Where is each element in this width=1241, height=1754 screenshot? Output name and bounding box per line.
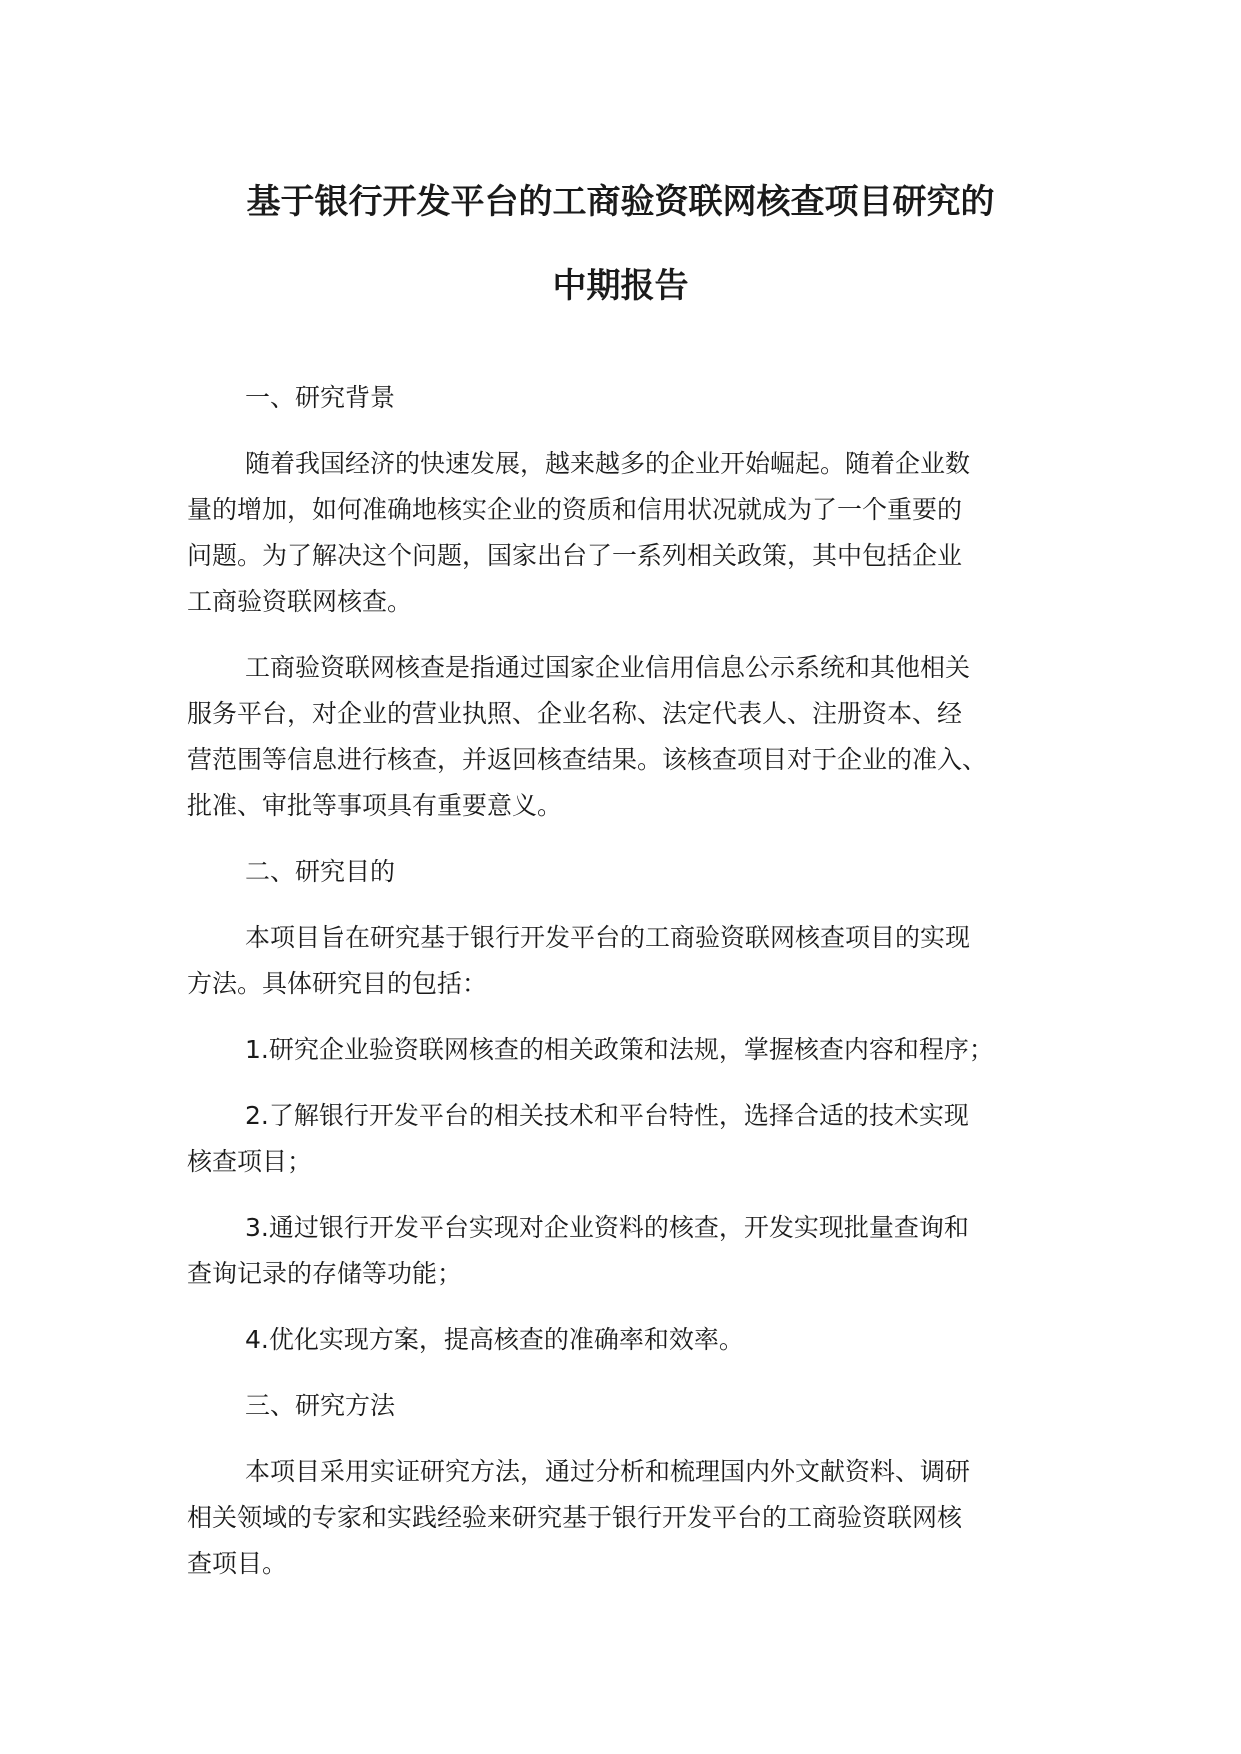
paragraph-method <box>187 1449 1087 1587</box>
paragraph-line: 本项目旨在研究基于银行开发平台的工商验资联网核查项目的实现 <box>245 923 971 952</box>
paragraph-line: 1.研究企业验资联网核查的相关政策和法规，掌握核查内容和程序； <box>245 1035 994 1064</box>
paragraph-background-2 <box>187 645 1087 829</box>
section-heading-purpose: 二、研究目的 <box>245 857 396 886</box>
paragraph-line: 2.了解银行开发平台的相关技术和平台特性，选择合适的技术实现 <box>245 1101 969 1130</box>
paragraph-line: 工商验资联网核查是指通过国家企业信用信息公示系统和其他相关 <box>245 653 971 682</box>
paragraph-line: 相关领域的专家和实践经验来研究基于银行开发平台的工商验资联网核 <box>187 1503 963 1532</box>
section-heading-background: 一、研究背景 <box>245 383 396 412</box>
paragraph-line: 量的增加，如何准确地核实企业的资质和信用状况就成为了一个重要的 <box>187 495 963 524</box>
paragraph-line: 查项目。 <box>187 1549 288 1578</box>
purpose-item-2 <box>187 1093 1087 1185</box>
section-heading-method: 三、研究方法 <box>245 1391 396 1420</box>
paragraph-line: 随着我国经济的快速发展，越来越多的企业开始崛起。随着企业数 <box>245 449 971 478</box>
document-body <box>187 375 1087 1607</box>
paragraph-background-1 <box>187 441 1087 625</box>
paragraph-line: 工商验资联网核查。 <box>187 587 413 616</box>
paragraph-line: 营范围等信息进行核查，并返回核查结果。该核查项目对于企业的准入、 <box>187 745 988 774</box>
paragraph-line: 4.优化实现方案，提高核查的准确率和效率。 <box>245 1325 744 1354</box>
purpose-item-1 <box>187 1027 1087 1073</box>
document-title-line-2: 中期报告 <box>552 266 689 306</box>
paragraph-purpose-intro <box>187 915 1087 1007</box>
document-title-line-1: 基于银行开发平台的工商验资联网核查项目研究的 <box>246 182 995 222</box>
paragraph-line: 批准、审批等事项具有重要意义。 <box>187 791 563 820</box>
purpose-item-4 <box>187 1317 1087 1363</box>
paragraph-line: 核查项目； <box>187 1147 313 1176</box>
paragraph-line: 问题。为了解决这个问题，国家出台了一系列相关政策，其中包括企业 <box>187 541 963 570</box>
paragraph-line: 3.通过银行开发平台实现对企业资料的核查，开发实现批量查询和 <box>245 1213 969 1242</box>
purpose-item-3 <box>187 1205 1087 1297</box>
paragraph-line: 本项目采用实证研究方法，通过分析和梳理国内外文献资料、调研 <box>245 1457 971 1486</box>
paragraph-line: 查询记录的存储等功能； <box>187 1259 463 1288</box>
paragraph-line: 服务平台，对企业的营业执照、企业名称、法定代表人、注册资本、经 <box>187 699 963 728</box>
paragraph-line: 方法。具体研究目的包括： <box>187 969 488 998</box>
